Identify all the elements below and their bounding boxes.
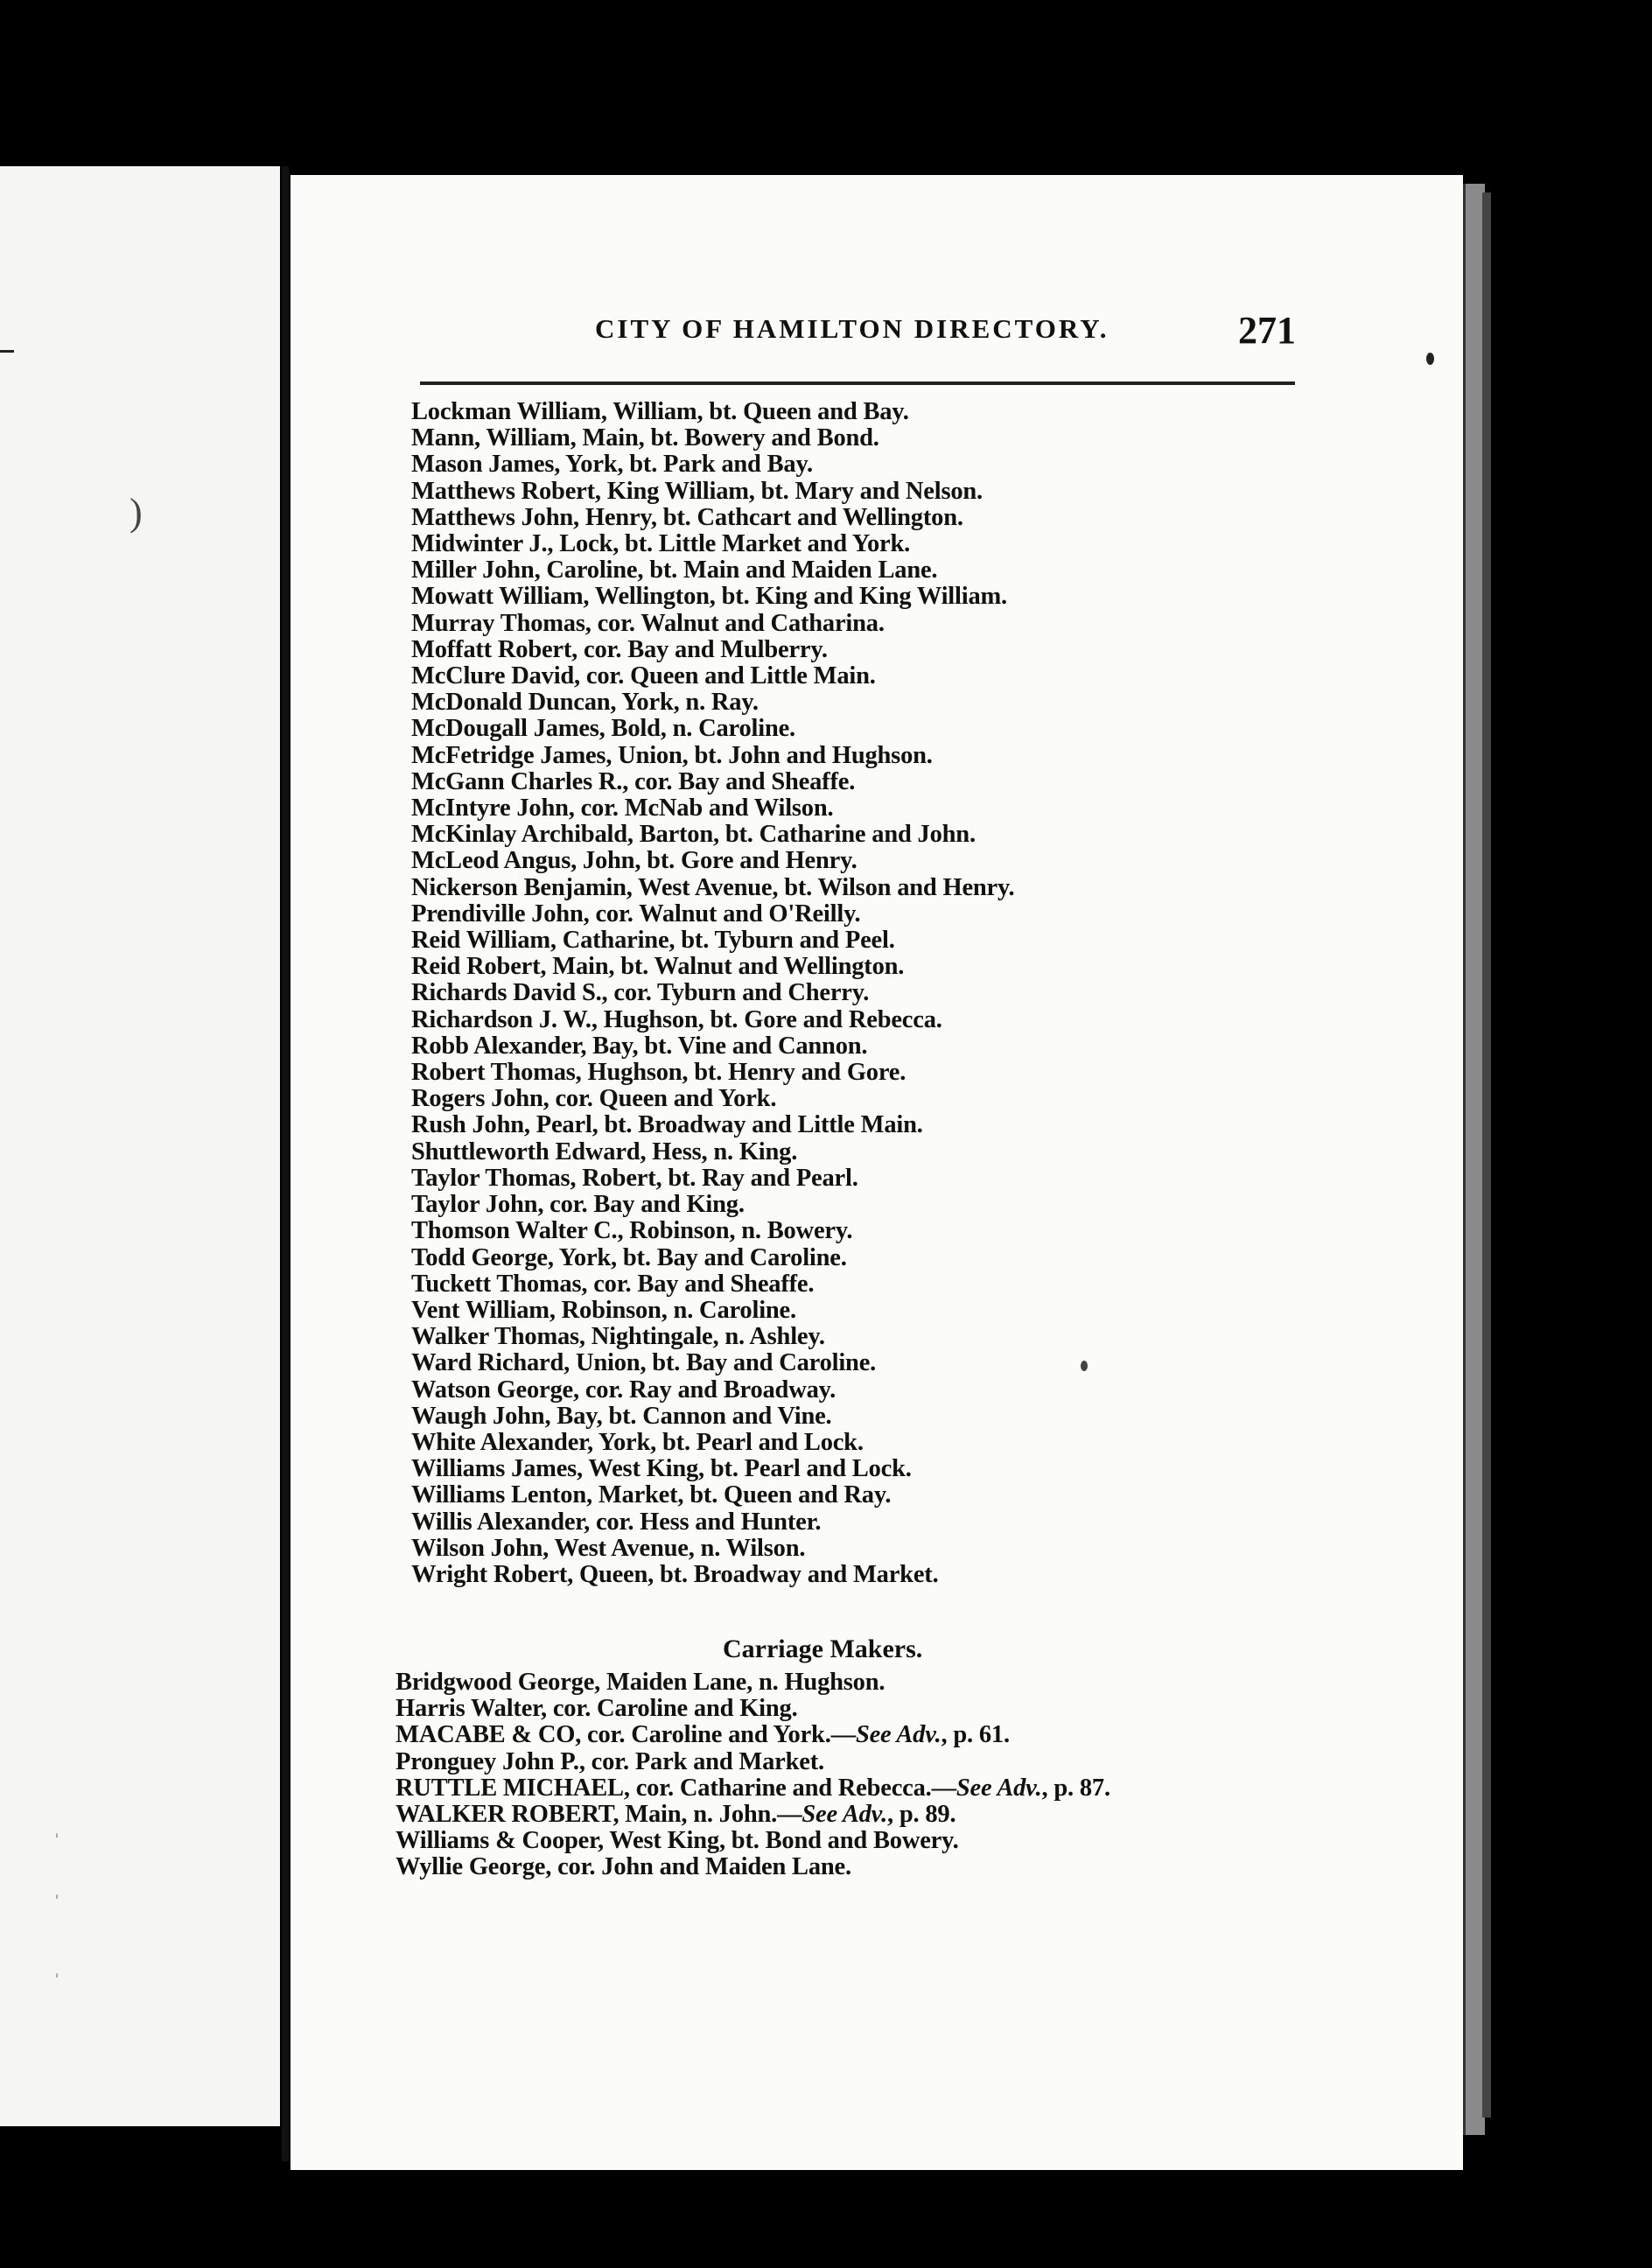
margin-mark: ˈ — [52, 1969, 61, 1998]
directory-entry: Matthews Robert, King William, bt. Mary and Nelson. — [411, 477, 983, 505]
directory-entry: Shuttleworth Edward, Hess, n. King. — [411, 1138, 798, 1166]
directory-entry: McLeod Angus, John, bt. Gore and Henry. — [411, 847, 858, 875]
directory-entry: Reid William, Catharine, bt. Tyburn and Peel. — [411, 927, 895, 955]
directory-entry: Miller John, Caroline, bt. Main and Maiden Lane. — [411, 556, 938, 584]
entry-text: Harris Walter, cor. Caroline and King. — [396, 1695, 798, 1723]
ink-spot — [1426, 353, 1434, 365]
directory-entry: Rush John, Pearl, bt. Broadway and Little Main. — [411, 1111, 923, 1139]
directory-entry: Nickerson Benjamin, West Avenue, bt. Wilson and Henry. — [411, 873, 1015, 901]
directory-entry: White Alexander, York, bt. Pearl and Lock. — [411, 1428, 864, 1456]
directory-entry: Richardson J. W., Hughson, bt. Gore and Rebecca. — [411, 1005, 942, 1033]
margin-mark: ˈ — [52, 1829, 61, 1858]
directory-entry — [396, 1670, 1428, 1696]
directory-entry — [396, 1696, 1428, 1722]
directory-entry: Williams Lenton, Market, bt. Queen and Ray. — [411, 1481, 892, 1509]
running-title: CITY OF HAMILTON DIRECTORY. — [595, 313, 1110, 344]
facing-page — [0, 166, 280, 2126]
directory-entry: Todd George, York, bt. Bay and Caroline. — [411, 1243, 847, 1271]
directory-entry: Walker Thomas, Nightingale, n. Ashley. — [411, 1323, 825, 1351]
page-edge-shadow — [1482, 192, 1491, 2118]
directory-entry: Thomson Walter C., Robinson, n. Bowery. — [411, 1217, 853, 1245]
directory-entry — [396, 1775, 1428, 1802]
entry-text: MACABE & CO, cor. Caroline and York.— — [396, 1721, 856, 1749]
directory-entry: Mowatt William, Wellington, bt. King and King William. — [411, 583, 1007, 611]
section-heading: Carriage Makers. — [723, 1634, 923, 1663]
directory-entry — [396, 1828, 1428, 1854]
directory-entry: McFetridge James, Union, bt. John and Hughson. — [411, 741, 933, 769]
directory-entry: Lockman William, William, bt. Queen and Bay. — [411, 398, 909, 425]
directory-entry: Moffatt Robert, cor. Bay and Mulberry. — [411, 635, 828, 663]
margin-mark: ˈ — [52, 1890, 61, 1919]
directory-entry: Willis Alexander, cor. Hess and Hunter. — [411, 1508, 822, 1536]
directory-entry: Vent William, Robinson, n. Caroline. — [411, 1296, 796, 1324]
directory-entry: Richards David S., cor. Tyburn and Cherry. — [411, 979, 870, 1007]
directory-entry: Wilson John, West Avenue, n. Wilson. — [411, 1534, 806, 1562]
directory-entry — [396, 1802, 1428, 1828]
directory-entry: Ward Richard, Union, bt. Bay and Caroline. — [411, 1349, 877, 1377]
directory-entry — [396, 1722, 1428, 1748]
entry-text: Wyllie George, cor. John and Maiden Lane. — [396, 1853, 851, 1881]
entry-text: RUTTLE MICHAEL, cor. Catharine and Rebecca.— — [396, 1774, 956, 1802]
margin-mark — [0, 350, 14, 353]
directory-entry: Rogers John, cor. Queen and York. — [411, 1085, 777, 1113]
margin-mark: ) — [130, 491, 143, 534]
directory-entry: Wright Robert, Queen, bt. Broadway and Market. — [411, 1560, 939, 1588]
advertisement-reference: See Adv. — [855, 1721, 942, 1749]
directory-entry: Williams James, West King, bt. Pearl and Lock. — [411, 1455, 912, 1483]
directory-entry: Matthews John, Henry, bt. Cathcart and Wellington. — [411, 503, 963, 531]
directory-entry: McDonald Duncan, York, n. Ray. — [411, 689, 759, 717]
advertisement-page: , p. 61. — [941, 1721, 1010, 1749]
directory-entry: Mason James, York, bt. Park and Bay. — [411, 451, 813, 479]
directory-entry: Reid Robert, Main, bt. Walnut and Wellington. — [411, 953, 905, 981]
directory-entry: Taylor John, cor. Bay and King. — [411, 1191, 745, 1219]
advertisement-page: , p. 87. — [1041, 1774, 1110, 1802]
directory-entry: Prendiville John, cor. Walnut and O'Reilly. — [411, 900, 861, 928]
directory-entry: Taylor Thomas, Robert, bt. Ray and Pearl. — [411, 1164, 858, 1192]
entry-text: Bridgwood George, Maiden Lane, n. Hughson. — [396, 1669, 886, 1696]
entry-text: Pronguey John P., cor. Park and Market. — [396, 1747, 824, 1775]
header-rule — [420, 382, 1295, 385]
directory-entry: McIntyre John, cor. McNab and Wilson. — [411, 794, 834, 822]
directory-entry: Mann, William, Main, bt. Bowery and Bond. — [411, 424, 879, 452]
directory-entry: McDougall James, Bold, n. Caroline. — [411, 715, 795, 743]
directory-entry: Robb Alexander, Bay, bt. Vine and Cannon. — [411, 1032, 868, 1060]
advertisement-reference: See Adv. — [956, 1774, 1042, 1802]
binding-gutter — [282, 166, 289, 2161]
directory-entry — [396, 1749, 1428, 1775]
directory-entry — [396, 1854, 1428, 1880]
directory-entry: McClure David, cor. Queen and Little Main. — [411, 662, 876, 690]
entry-text: WALKER ROBERT, Main, n. John.— — [396, 1801, 802, 1829]
entry-text: Williams & Cooper, West King, bt. Bond and Bowery. — [396, 1827, 959, 1855]
directory-entry: McGann Charles R., cor. Bay and Sheaffe. — [411, 767, 856, 795]
directory-entries — [411, 399, 1444, 1588]
directory-entry: Midwinter J., Lock, bt. Little Market and York. — [411, 530, 911, 558]
carriage-makers-entries — [396, 1670, 1428, 1881]
directory-entry: McKinlay Archibald, Barton, bt. Catharine and John. — [411, 821, 976, 849]
directory-entry: Waugh John, Bay, bt. Cannon and Vine. — [411, 1402, 832, 1430]
directory-entry: Watson George, cor. Ray and Broadway. — [411, 1376, 836, 1404]
directory-entry: Tuckett Thomas, cor. Bay and Sheaffe. — [411, 1270, 815, 1298]
advertisement-page: , p. 89. — [887, 1801, 956, 1829]
page-number: 271 — [1238, 309, 1296, 352]
directory-entry: Robert Thomas, Hughson, bt. Henry and Gore. — [411, 1059, 906, 1087]
directory-entry: Murray Thomas, cor. Walnut and Catharina. — [411, 609, 885, 637]
advertisement-reference: See Adv. — [802, 1801, 887, 1829]
